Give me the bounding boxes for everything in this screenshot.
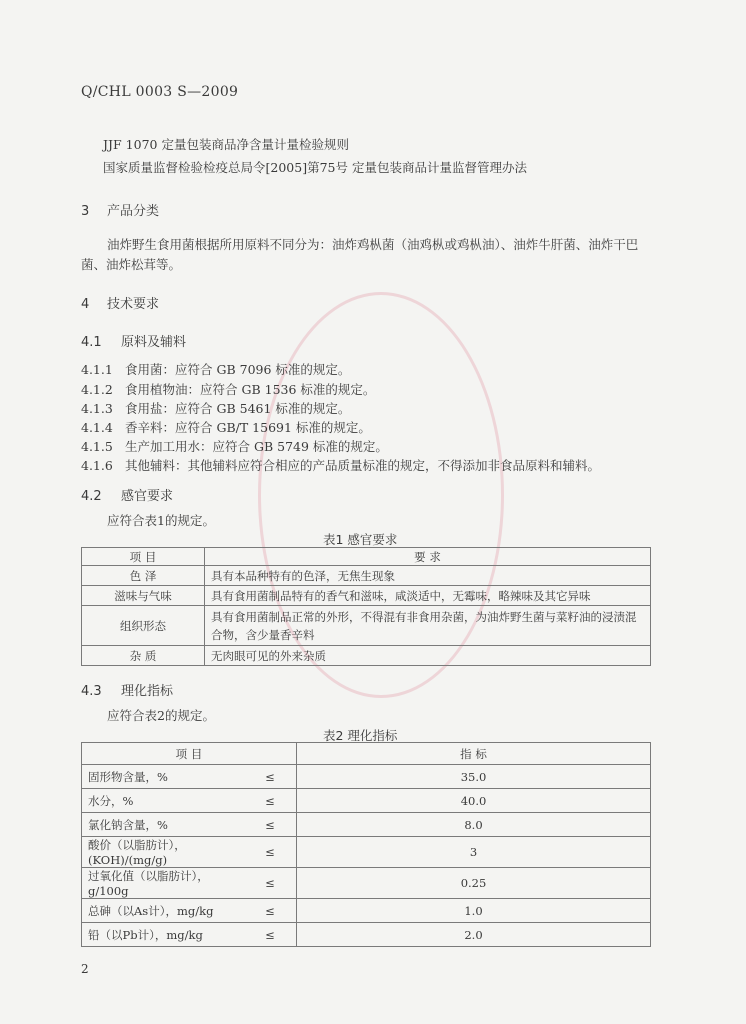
- row-operator: ≤: [244, 765, 297, 789]
- section-4-3-heading: [81, 680, 173, 699]
- item-4-1-5: [81, 437, 388, 455]
- item-4-1-4: [81, 418, 371, 436]
- header-cell-item: 项 目: [82, 743, 297, 765]
- section-number: 4: [81, 297, 90, 312]
- section-4-3-paragraph: 应符合表2的规定。: [107, 708, 215, 723]
- header-cell-requirement: 要 求: [205, 548, 651, 566]
- item-4-1-3: [81, 399, 350, 417]
- section-title: 感官要求: [121, 489, 174, 504]
- row-label: 组织形态: [82, 606, 205, 646]
- row-value: 具有本品种特有的色泽，无焦生现象: [205, 566, 651, 586]
- section-title: 理化指标: [121, 684, 174, 699]
- section-3-heading: [81, 200, 159, 219]
- table-1-caption: 表1 感官要求: [323, 532, 398, 547]
- row-value: 3: [297, 837, 651, 868]
- row-label: 过氧化值（以脂肪计），g/100g: [82, 868, 245, 899]
- row-operator: ≤: [244, 837, 297, 868]
- table-row: [82, 566, 651, 586]
- table-row: [82, 813, 651, 837]
- table-row: [82, 899, 651, 923]
- item-number: 4.1.2: [81, 382, 113, 397]
- reference-order75: 国家质量监督检验检疫总局令[2005]第75号 定量包装商品计量监督管理办法: [103, 160, 527, 175]
- row-label: 氯化钠含量，%: [82, 813, 245, 837]
- section-title: 产品分类: [107, 204, 160, 219]
- section-4-2-heading: [81, 485, 173, 504]
- row-operator: ≤: [244, 813, 297, 837]
- row-value: 无肉眼可见的外来杂质: [205, 646, 651, 666]
- row-label: 固形物含量，%: [82, 765, 245, 789]
- table-row: [82, 586, 651, 606]
- reference-jjf1070: JJF 1070 定量包装商品净含量计量检验规则: [103, 137, 349, 152]
- table-row: [82, 837, 651, 868]
- row-operator: ≤: [244, 789, 297, 813]
- section-title: 技术要求: [107, 297, 160, 312]
- row-label: 酸价（以脂肪计），(KOH)/(mg/g): [82, 837, 245, 868]
- row-value: 2.0: [297, 923, 651, 947]
- row-value: 具有食用菌制品特有的香气和滋味，咸淡适中，无霉味，略辣味及其它异味: [205, 586, 651, 606]
- table-2-caption: 表2 理化指标: [323, 728, 398, 743]
- item-text: 食用盐：应符合 GB 5461 标准的规定。: [125, 401, 351, 416]
- item-number: 4.1.6: [81, 458, 113, 473]
- table-header-row: [82, 743, 651, 765]
- item-number: 4.1.4: [81, 420, 113, 435]
- header-cell-item: 项 目: [82, 548, 205, 566]
- row-value: 8.0: [297, 813, 651, 837]
- table-row: [82, 765, 651, 789]
- table-row: [82, 923, 651, 947]
- row-label: 铅（以Pb计），mg/kg: [82, 923, 245, 947]
- sensory-requirements-table: [81, 547, 651, 666]
- row-label: 滋味与气味: [82, 586, 205, 606]
- item-text: 食用菌：应符合 GB 7096 标准的规定。: [125, 362, 351, 377]
- item-text: 食用植物油：应符合 GB 1536 标准的规定。: [125, 382, 376, 397]
- section-number: 4.1: [81, 335, 102, 350]
- item-text: 香辛料：应符合 GB/T 15691 标准的规定。: [125, 420, 371, 435]
- row-value: 40.0: [297, 789, 651, 813]
- row-operator: ≤: [244, 899, 297, 923]
- physicochemical-table: [81, 742, 651, 947]
- row-operator: ≤: [244, 923, 297, 947]
- row-label: 水分，%: [82, 789, 245, 813]
- item-4-1-2: [81, 380, 375, 398]
- row-label: 杂 质: [82, 646, 205, 666]
- standard-header: Q/CHL 0003 S—2009: [81, 84, 239, 100]
- row-label: 色 泽: [82, 566, 205, 586]
- item-text: 生产加工用水：应符合 GB 5749 标准的规定。: [125, 439, 388, 454]
- section-title: 原料及辅料: [121, 335, 187, 350]
- page-number: 2: [81, 962, 89, 976]
- item-number: 4.1.3: [81, 401, 113, 416]
- section-4-2-paragraph: 应符合表1的规定。: [107, 513, 215, 528]
- table-row: [82, 606, 651, 646]
- section-4-heading: [81, 293, 159, 312]
- row-operator: ≤: [244, 868, 297, 899]
- section-4-1-heading: [81, 331, 186, 350]
- section-number: 4.3: [81, 684, 102, 699]
- section-number: 3: [81, 204, 90, 219]
- row-value: 35.0: [297, 765, 651, 789]
- table-header-row: [82, 548, 651, 566]
- row-label: 总砷（以As计），mg/kg: [82, 899, 245, 923]
- table-row: [82, 868, 651, 899]
- item-number: 4.1.5: [81, 439, 113, 454]
- row-value: 1.0: [297, 899, 651, 923]
- section-3-paragraph: 油炸野生食用菌根据所用原料不同分为：油炸鸡枞菌（油鸡枞或鸡枞油）、油炸牛肝菌、油炸干巴菌、油炸松茸等。: [81, 237, 639, 272]
- header-cell-index: 指 标: [297, 743, 651, 765]
- table-row: [82, 789, 651, 813]
- item-number: 4.1.1: [81, 362, 113, 377]
- row-value: 0.25: [297, 868, 651, 899]
- table-row: [82, 646, 651, 666]
- item-4-1-6: [81, 456, 600, 474]
- section-number: 4.2: [81, 489, 102, 504]
- item-text: 其他辅料：其他辅料应符合相应的产品质量标准的规定，不得添加非食品原料和辅料。: [125, 458, 601, 473]
- item-4-1-1: [81, 360, 350, 378]
- row-value: 具有食用菌制品正常的外形，不得混有非食用杂菌，为油炸野生菌与菜籽油的浸渍混合物，含少量香辛料: [205, 606, 651, 646]
